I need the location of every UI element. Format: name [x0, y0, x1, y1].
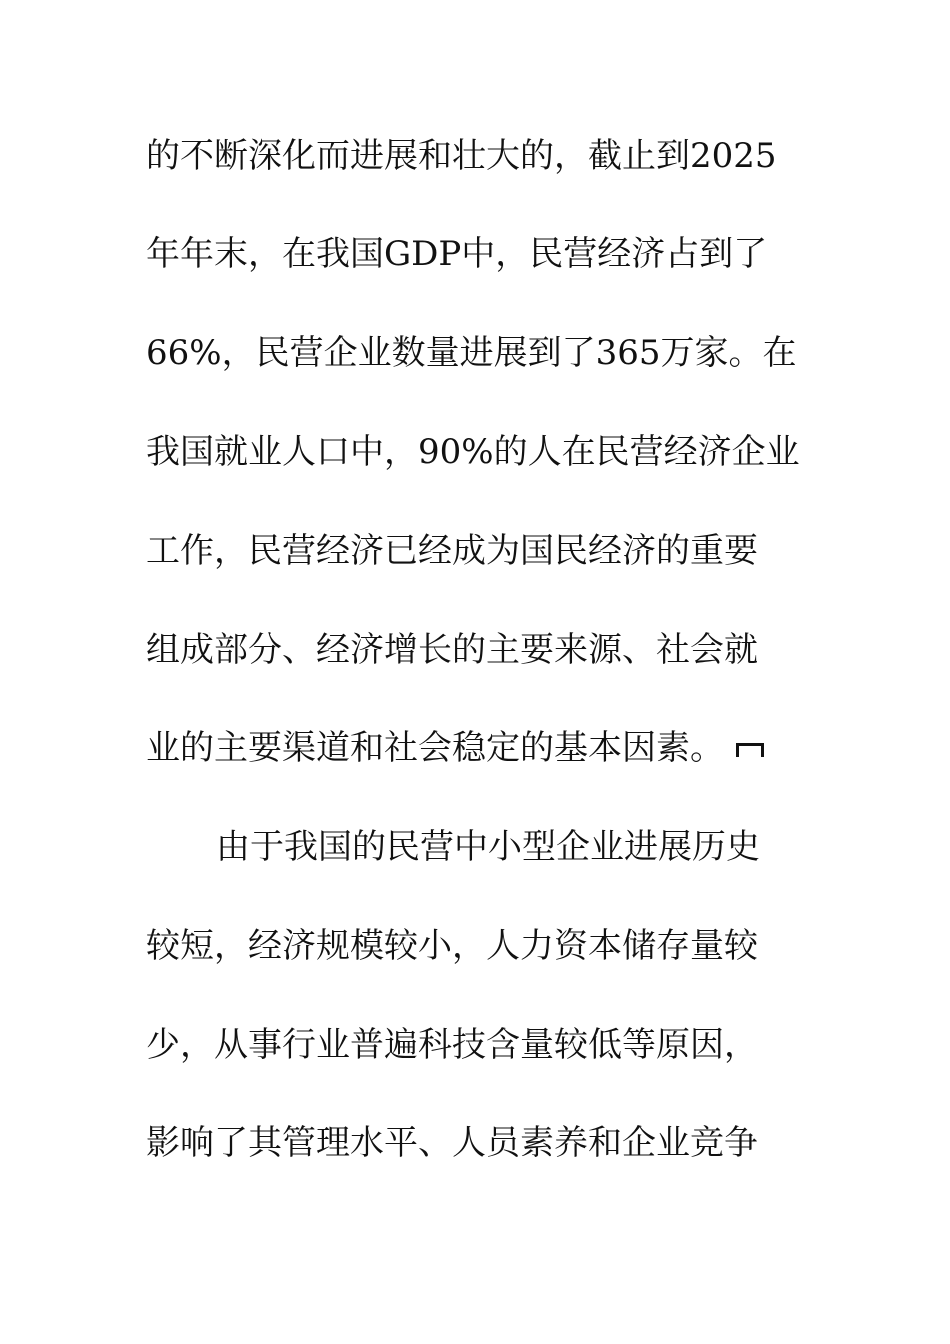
text-line-9: 较短，经济规模较小，人力资本储存量较	[146, 926, 758, 966]
text-line-4: 我国就业人口中，90%的人在民营经济企业	[146, 432, 800, 472]
text-line-6: 组成部分、经济增长的主要来源、社会就	[146, 630, 758, 670]
text-line-5: 工作，民营经济已经成为国民经济的重要	[146, 531, 758, 571]
text-line-7	[146, 728, 764, 768]
text-line-3: 66%，民营企业数量进展到了365万家。在	[146, 333, 797, 373]
text-line-2: 年年末，在我国GDP中，民营经济占到了	[146, 234, 768, 274]
text-line-8: 由于我国的民营中小型企业进展历史	[216, 827, 760, 867]
text-line-7-content: 业的主要渠道和社会稳定的基本因素。	[146, 728, 724, 768]
text-line-10: 少，从事行业普遍科技含量较低等原因，	[146, 1025, 758, 1065]
paragraph-mark-icon	[734, 739, 764, 761]
text-line-1: 的不断深化而进展和壮大的，截止到2025	[146, 136, 777, 176]
text-line-11: 影响了其管理水平、人员素养和企业竞争	[146, 1123, 758, 1163]
